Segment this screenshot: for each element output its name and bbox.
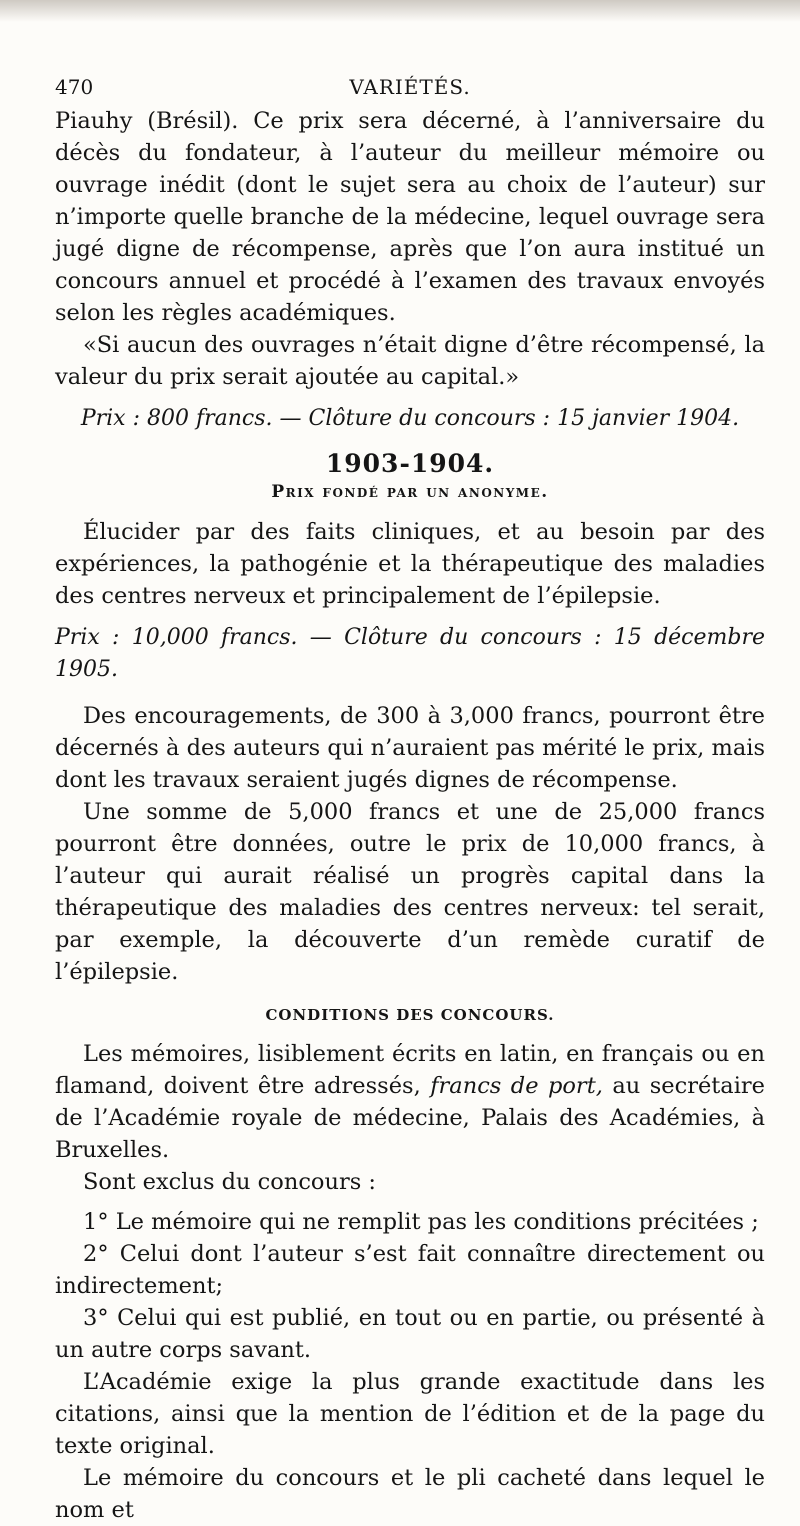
paragraph-exactitude: L’Académie exige la plus grande exactitude dans les citations, ainsi que la mention de l’édition et de la page du texte original. (55, 1369, 765, 1459)
list-item-2: 2° Celui dont l’auteur s’est fait connaître directement ou indirectement; (55, 1241, 765, 1299)
paragraph-elucider: Élucider par des faits cliniques, et au besoin par des expériences, la pathogénie et la thérapeutique des maladies des centres nerveux et principalement de l’épilepsie. (55, 519, 765, 609)
memoires-text-italic: francs de port, (430, 1073, 603, 1099)
prize-line-2: Prix : 10,000 francs. — Clôture du concours : 15 décembre 1905. (55, 625, 765, 682)
memoires-text-c: au secrétaire de l’Académie royale de médecine, Palais des Académies, à Bruxelles. (55, 1073, 765, 1163)
page-number: 470 (55, 75, 94, 99)
page-edge-shadow (0, 0, 800, 22)
conditions-heading: CONDITIONS DES CONCOURS. (265, 1006, 555, 1024)
paragraph-exclus: Sont exclus du concours : (83, 1169, 376, 1195)
paragraph-piauhy: Piauhy (Brésil). Ce prix sera décerné, à l’anniversaire du décès du fondateur, à l’auteur du meilleur mémoire ou ouvrage inédit (dont le sujet sera au choix de l’auteur) sur n’importe quelle branche de la médecine, lequel ouvrage sera jugé digne de récompense, après que l’on aura institué un concours annuel et procédé à l’examen des travaux envoyés selon les règles académiques. (55, 108, 765, 326)
paragraph-memoires (55, 1038, 765, 1166)
paragraph-quote: «Si aucun des ouvrages n’était digne d’être récompensé, la valeur du prix serait ajoutée au capital.» (55, 332, 765, 390)
list-item-3: 3° Celui qui est publié, en tout ou en partie, ou présenté à un autre corps savant. (55, 1305, 765, 1363)
document-page (55, 75, 765, 1526)
paragraph-somme: Une somme de 5,000 francs et une de 25,000 francs pourront être données, outre le prix de 10,000 francs, à l’auteur qui aurait réalisé un progrès capital dans la thérapeutique des maladies des centres nerveux: tel serait, par exemple, la découverte d’un remède curatif de l’épilepsie. (55, 799, 765, 985)
section-title: VARIÉTÉS. (349, 75, 471, 99)
list-item-1: 1° Le mémoire qui ne remplit pas les conditions précitées ; (83, 1209, 759, 1235)
prize-subheading: Prix fondé par un anonyme. (271, 482, 549, 502)
year-heading: 1903-1904. (325, 449, 495, 478)
paragraph-encouragements: Des encouragements, de 300 à 3,000 francs, pourront être décernés à des auteurs qui n’auraient pas mérité le prix, mais dont les travaux seraient jugés dignes de récompense. (55, 703, 765, 793)
paragraph-pli: Le mémoire du concours et le pli cacheté dans lequel le nom et (55, 1465, 765, 1523)
running-head (55, 75, 765, 105)
memoires-text-a: Les mémoires, lisiblement écrits en latin, en français ou en flamand, doivent être adressés, (55, 1041, 765, 1099)
prize-line-1: Prix : 800 francs. — Clôture du concours : 15 janvier 1904. (80, 406, 740, 431)
